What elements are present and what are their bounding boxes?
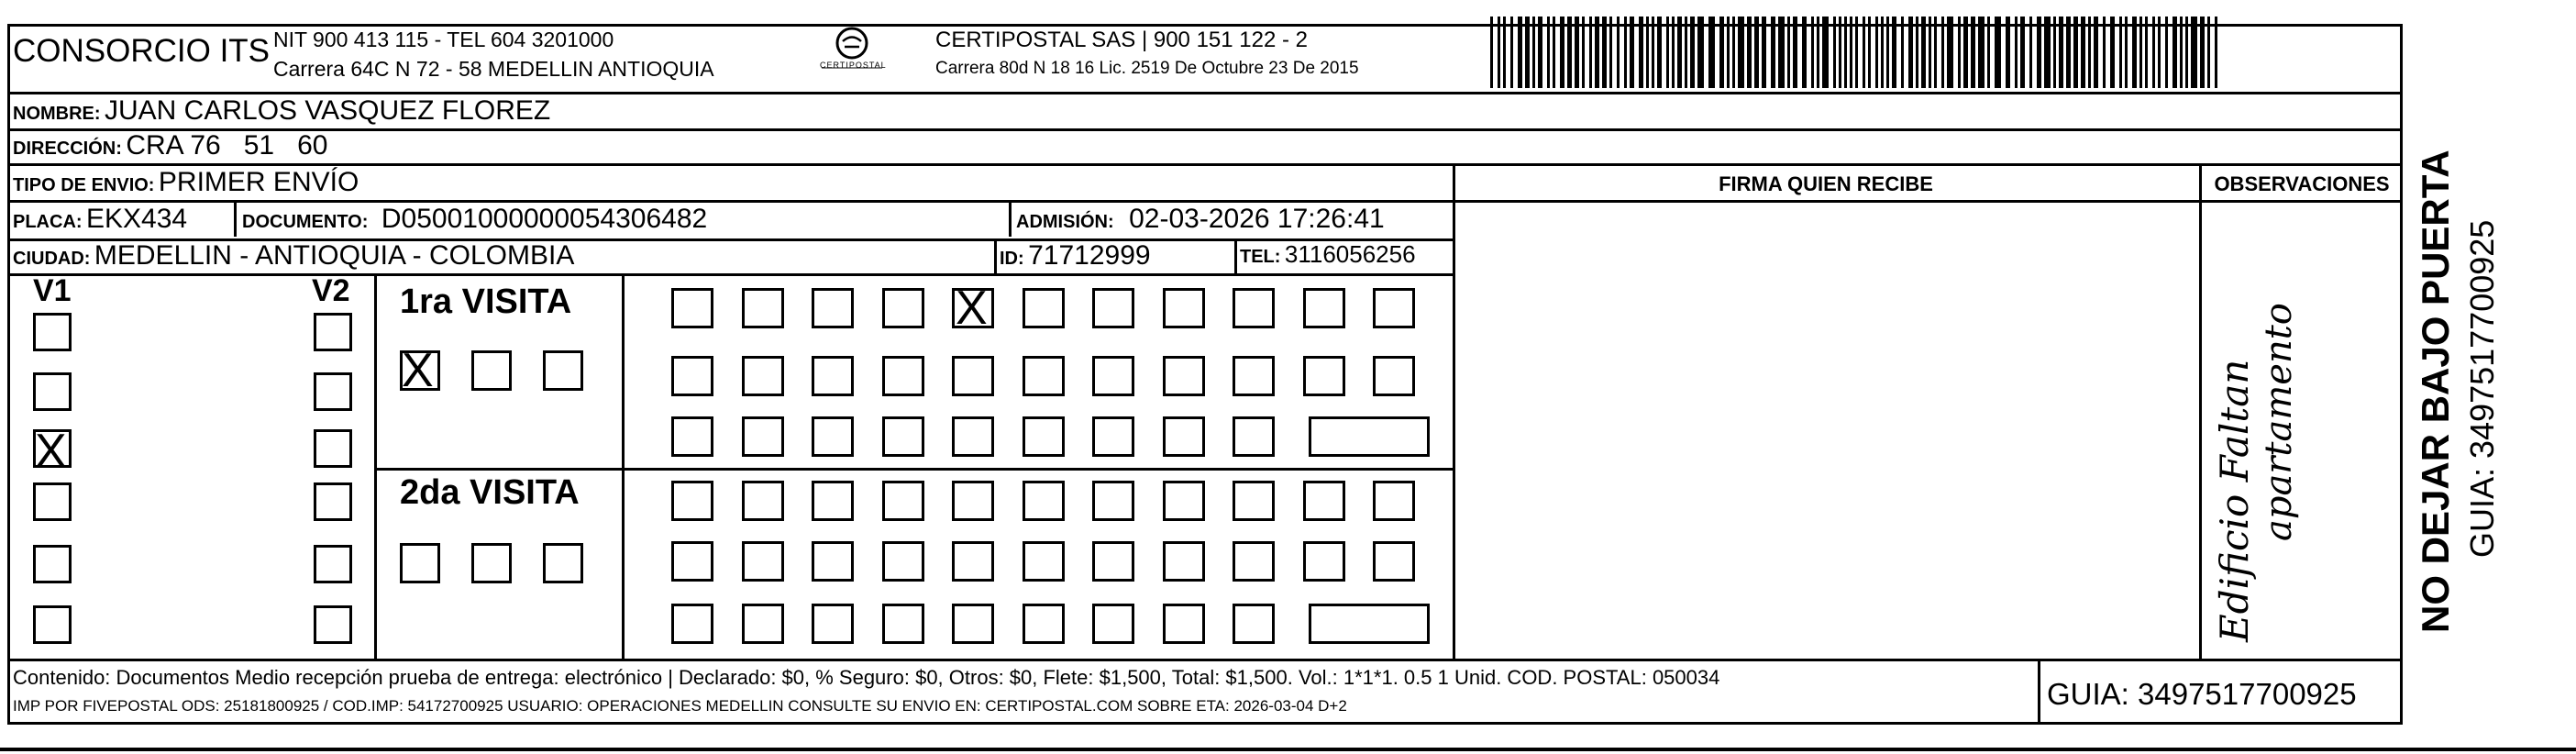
col-rule — [2199, 163, 2202, 659]
day-cell — [1023, 481, 1065, 521]
col-rule — [1234, 238, 1237, 273]
day-cell — [1373, 541, 1415, 582]
month-checkbox — [543, 543, 583, 583]
day-cell — [1023, 541, 1065, 582]
day-cell — [812, 356, 854, 396]
day-cell — [1163, 416, 1205, 457]
time-box — [1309, 604, 1430, 644]
day-cell — [1163, 288, 1205, 328]
day-cell — [671, 604, 713, 644]
day-cell — [812, 604, 854, 644]
placa-cell — [13, 204, 187, 235]
v1-checkbox — [33, 482, 72, 521]
day-cell — [1092, 356, 1134, 396]
day-cell — [952, 604, 994, 644]
id-value: 71712999 — [1028, 240, 1151, 271]
v1-checkbox — [33, 605, 72, 644]
tipo-label: TIPO DE ENVIO: — [13, 175, 155, 195]
v1-check-mark: X — [35, 425, 67, 478]
observaciones-note-1: Edificio Faltan — [2212, 359, 2257, 642]
col-rule — [374, 273, 377, 659]
side-warning: NO DEJAR BAJO PUERTA — [2414, 150, 2457, 633]
day-cell — [1023, 356, 1065, 396]
footer-line-2: IMP POR FIVEPOSTAL ODS: 25181800925 / COD.IMP: 54172700925 USUARIO: OPERACIONES MEDELLIN CONSULTE SU ENVIO EN: CERTIPOSTAL.COM SOBRE ETA: 2026-03-04 D+2 — [13, 697, 1347, 715]
day-cell — [812, 416, 854, 457]
day-check-mark: X — [956, 282, 988, 335]
month-check-mark: X — [402, 344, 434, 397]
day-cell — [1092, 541, 1134, 582]
tel-cell — [1240, 240, 1416, 269]
placa-label: PLACA: — [13, 212, 83, 232]
col-rule — [994, 238, 997, 273]
day-cell — [1092, 416, 1134, 457]
day-cell — [1233, 604, 1275, 644]
header-rule — [7, 92, 2403, 94]
id-cell — [1000, 240, 1151, 272]
observaciones-label: OBSERVACIONES — [2214, 172, 2390, 195]
day-cell — [812, 288, 854, 328]
row-rule — [7, 200, 2403, 203]
documento-value: D05001000000054306482 — [381, 204, 708, 234]
admision-cell — [1016, 204, 1385, 235]
tel-label: TEL: — [1240, 247, 1281, 267]
day-cell — [882, 416, 924, 457]
logo-text: CERTIPOSTAL — [820, 61, 887, 70]
day-cell — [671, 541, 713, 582]
v2-checkbox — [314, 482, 352, 521]
day-cell — [1163, 541, 1205, 582]
ciudad-cell — [13, 240, 574, 272]
day-cell — [1092, 604, 1134, 644]
tel-value: 3116056256 — [1284, 240, 1416, 268]
carrier-name: CERTIPOSTAL SAS | 900 151 122 - 2 — [935, 28, 1308, 52]
day-cell — [742, 288, 784, 328]
placa-value: EKX434 — [86, 204, 188, 234]
day-cell — [671, 481, 713, 521]
v1-checkbox — [33, 313, 72, 351]
direccion-value: CRA 76 51 60 — [126, 130, 328, 161]
ciudad-label: CIUDAD: — [13, 249, 91, 269]
direccion-row — [13, 130, 327, 161]
day-cell — [742, 481, 784, 521]
v2-checkbox — [314, 545, 352, 583]
day-cell — [1092, 481, 1134, 521]
day-cell — [952, 541, 994, 582]
day-cell — [1163, 356, 1205, 396]
day-cell — [882, 481, 924, 521]
v2-checkbox — [314, 605, 352, 644]
day-cell — [1163, 604, 1205, 644]
day-cell — [1233, 416, 1275, 457]
col-rule — [234, 202, 237, 237]
day-cell — [1233, 481, 1275, 521]
time-box — [1309, 416, 1430, 457]
footer-line-1: Contenido: Documentos Medio recepción prueba de entrega: electrónico | Declarado: $0, % Seguro: $0, Otros: $0, Flete: $1,500, Total: $1,500. Vol.: 1*1*1. 0.5 1 Unid. COD. POSTAL: 050034 — [13, 666, 1720, 689]
day-cell — [952, 356, 994, 396]
day-cell — [1373, 288, 1415, 328]
day-cell — [1023, 416, 1065, 457]
month-checkbox — [471, 543, 512, 583]
company-address: Carrera 64C N 72 - 58 MEDELLIN ANTIOQUIA — [273, 57, 714, 81]
footer-rule — [7, 659, 2403, 661]
company-name: CONSORCIO ITS — [13, 33, 271, 69]
day-cell — [882, 288, 924, 328]
certipostal-logo — [814, 26, 890, 77]
bottom-rule — [0, 748, 2576, 751]
day-cell — [1303, 541, 1345, 582]
day-cell — [742, 416, 784, 457]
documento-label: DOCUMENTO: — [242, 212, 369, 232]
visit-rule — [374, 468, 1453, 471]
day-cell — [1233, 356, 1275, 396]
month-checkbox — [400, 543, 440, 583]
day-cell — [671, 288, 713, 328]
v2-checkbox — [314, 429, 352, 468]
v2-label: V2 — [312, 273, 350, 308]
observaciones-note-2: apartamento — [2258, 303, 2300, 541]
day-cell — [1023, 288, 1065, 328]
nombre-label: NOMBRE: — [13, 104, 101, 124]
day-cell — [1373, 481, 1415, 521]
v1-checkbox — [33, 545, 72, 583]
col-rule — [622, 273, 625, 659]
day-cell — [1233, 541, 1275, 582]
v2-checkbox — [314, 313, 352, 351]
day-cell — [1373, 356, 1415, 396]
day-cell — [1233, 288, 1275, 328]
day-cell — [1303, 356, 1345, 396]
month-checkbox — [471, 350, 512, 391]
col-rule — [2038, 659, 2040, 725]
day-cell — [671, 356, 713, 396]
id-label: ID: — [1000, 249, 1024, 269]
carrier-address: Carrera 80d N 18 16 Lic. 2519 De Octubre 23 De 2015 — [935, 59, 1359, 78]
v1-checkbox — [33, 372, 72, 411]
ciudad-value: MEDELLIN - ANTIOQUIA - COLOMBIA — [94, 240, 575, 271]
month-checkbox — [543, 350, 583, 391]
nombre-row — [13, 95, 550, 127]
barcode — [1490, 17, 2224, 88]
day-cell — [1163, 481, 1205, 521]
day-cell — [1303, 481, 1345, 521]
company-nit: NIT 900 413 115 - TEL 604 3201000 — [273, 28, 614, 51]
day-cell — [882, 541, 924, 582]
tipo-row — [13, 167, 359, 198]
day-cell — [882, 356, 924, 396]
col-rule — [1453, 163, 1455, 659]
admision-label: ADMISIÓN: — [1016, 212, 1114, 232]
admision-value: 02-03-2026 17:26:41 — [1129, 204, 1385, 234]
direccion-label: DIRECCIÓN: — [13, 139, 122, 159]
day-cell — [742, 541, 784, 582]
documento-cell — [242, 204, 707, 235]
day-cell — [882, 604, 924, 644]
day-cell — [952, 481, 994, 521]
day-cell — [1303, 288, 1345, 328]
row-rule — [7, 273, 1453, 276]
footer-guia: GUIA: 3497517700925 — [2047, 677, 2357, 711]
visit1-title: 1ra VISITA — [400, 283, 572, 321]
day-cell — [742, 604, 784, 644]
day-cell — [812, 541, 854, 582]
visit2-title: 2da VISITA — [400, 473, 580, 512]
firma-label: FIRMA QUIEN RECIBE — [1719, 172, 1933, 195]
day-cell — [1023, 604, 1065, 644]
day-cell — [671, 416, 713, 457]
col-rule — [1009, 202, 1012, 237]
tipo-value: PRIMER ENVÍO — [158, 167, 359, 197]
row-rule — [7, 128, 2403, 131]
day-cell — [1092, 288, 1134, 328]
day-cell — [812, 481, 854, 521]
v1-label: V1 — [33, 273, 72, 308]
v2-checkbox — [314, 372, 352, 411]
side-guia: GUIA: 3497517700925 — [2463, 219, 2501, 558]
row-rule — [7, 163, 2403, 166]
day-cell — [952, 416, 994, 457]
nombre-value: JUAN CARLOS VASQUEZ FLOREZ — [105, 95, 551, 126]
day-cell — [742, 356, 784, 396]
